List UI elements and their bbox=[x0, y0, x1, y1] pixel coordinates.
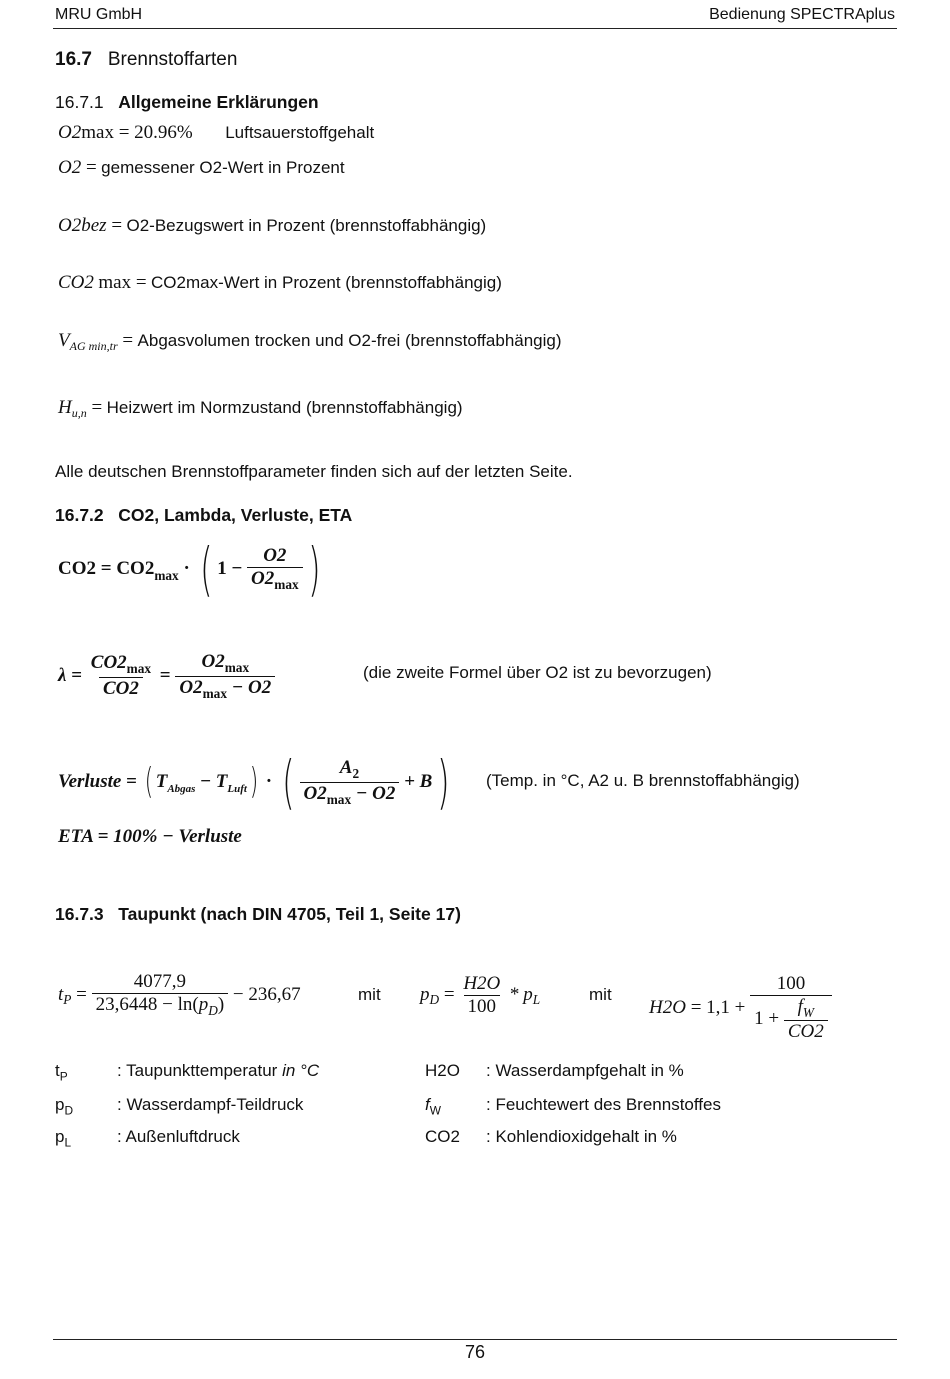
subsection-3-number: 16.7.3 bbox=[55, 904, 104, 924]
legend-left-0-text: : Taupunkttemperatur in °C bbox=[117, 1061, 320, 1080]
section-heading bbox=[55, 49, 237, 71]
legend-right-1: $f_W$ bbox=[425, 1095, 441, 1118]
formula-tp: t $_P$ = $\frac{4077,9}{23,6448 - \ln(p_D)}$ − 236,67 bbox=[58, 971, 301, 1018]
formula-eta: ETA = 100% − Verluste bbox=[58, 826, 242, 847]
legend-right-2-text: : Kohlendioxidgehalt in % bbox=[486, 1127, 677, 1146]
subsection-2-number: 16.7.2 bbox=[55, 505, 104, 525]
legend-right-0: H2O bbox=[425, 1061, 460, 1080]
subsection-2-title: CO2, Lambda, Verluste, ETA bbox=[118, 505, 353, 525]
header-rule bbox=[53, 28, 897, 29]
header-right: Bedienung SPECTRAplus bbox=[709, 6, 895, 23]
note-parameters: Alle deutschen Brennstoffparameter finden sich auf der letzten Seite. bbox=[55, 462, 573, 481]
subsection-1-title: Allgemeine Erklärungen bbox=[118, 92, 319, 112]
mit-1: mit bbox=[358, 985, 381, 1004]
footer-rule bbox=[53, 1339, 897, 1340]
legend-left-1-text: : Wasserdampf-Teildruck bbox=[117, 1095, 304, 1114]
def-vag: $V_{AG min,tr}$ = Abgasvolumen trocken und O2-frei (brennstoffabhängig) bbox=[58, 330, 562, 354]
formula-h2o: H2O = 1,1 + 100 1 + $\frac{f_W}{CO2}$ bbox=[649, 966, 832, 1050]
def-o2bez: O2bez = O2-Bezugswert in Prozent (brennstoffabhängig) bbox=[58, 215, 487, 236]
co2-fraction: $\frac{O2}{O2_{max}}$ bbox=[247, 545, 303, 593]
def-o2max: O2max = 20.96% Luftsauerstoffgehalt bbox=[58, 122, 375, 143]
mit-2: mit bbox=[589, 985, 612, 1004]
legend-left-2-text: : Außenluftdruck bbox=[117, 1127, 240, 1146]
legend-left-0: $t_P$ bbox=[55, 1061, 68, 1084]
lambda-note: (die zweite Formel über O2 ist zu bevorzugen) bbox=[363, 663, 712, 682]
section-title: Brennstoffarten bbox=[107, 49, 238, 70]
def-co2max: CO2 max = CO2max-Wert in Prozent (brennstoffabhängig) bbox=[58, 272, 502, 293]
header-left: MRU GmbH bbox=[55, 6, 143, 23]
subsection-1-number: 16.7.1 bbox=[55, 92, 104, 112]
section-number: 16.7 bbox=[55, 49, 92, 70]
subsection-3-heading bbox=[55, 904, 461, 925]
formula-pd: p $_D$ = $\frac{H2O}{100}$ * p $_L$ bbox=[420, 972, 541, 1017]
def-o2: O2 = gemessener O2-Wert in Prozent bbox=[58, 157, 345, 178]
formula-co2: CO2 = CO2 $_{max}$ · ( 1 − $\frac{O2}{O2_{max}}$ ) bbox=[58, 535, 321, 603]
verluste-note: (Temp. in °C, A2 u. B brennstoffabhängig) bbox=[486, 771, 800, 790]
subsection-3-title: Taupunkt (nach DIN 4705, Teil 1, Seite 17) bbox=[118, 904, 461, 924]
formula-verluste: Verluste = ( T $_{Abgas}$ − T $_{Luft}$ ) · ( $\frac{A_2}{O2_{max} - O2}$ + B ) bbox=[58, 748, 450, 816]
def-hun: $H_{u,n}$ = Heizwert im Normzustand (brennstoffabhängig) bbox=[58, 397, 463, 421]
legend-left-2: $p_L$ bbox=[55, 1127, 72, 1150]
subsection-2-heading bbox=[55, 505, 352, 526]
legend-left-1: $p_D$ bbox=[55, 1095, 74, 1118]
page-number: 76 bbox=[464, 1342, 486, 1362]
legend-right-2: CO2 bbox=[425, 1127, 460, 1146]
legend-right-0-text: : Wasserdampfgehalt in % bbox=[486, 1061, 684, 1080]
formula-lambda: λ = $\frac{CO2_{max}}{CO2}$ = $\frac{O2_{max}}{O2_{max} - O2}$ bbox=[58, 646, 275, 706]
legend-right-1-text: : Feuchtewert des Brennstoffes bbox=[486, 1095, 721, 1114]
subsection-1-heading bbox=[55, 92, 319, 113]
